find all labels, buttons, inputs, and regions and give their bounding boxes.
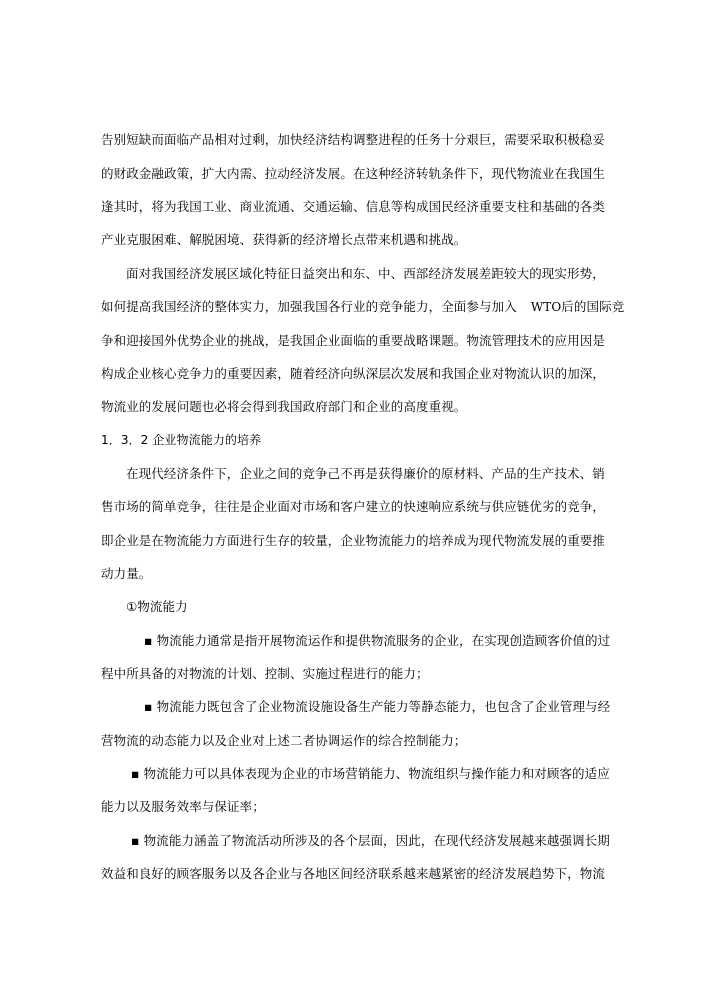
paragraph-3-line-1: 在现代经济条件下，企业之间的竞争己不再是获得廉价的原材料、产品的生产技术、销 [126, 466, 605, 481]
paragraph-1-line-1: 告别短缺而面临产品相对过剩，加快经济结构调整进程的任务十分艰巨，需要采取积极稳妥 [101, 132, 606, 147]
subheading-logistics-capability: ①物流能力 [126, 599, 188, 614]
paragraph-2-line-2 [101, 299, 624, 315]
bullet-1-line-2: 程中所具备的对物流的计划、控制、实施过程进行的能力； [101, 666, 429, 681]
paragraph-3-line-3: 即企业是在物流能力方面进行生存的较量，企业物流能力的培养成为现代物流发展的重要推 [101, 533, 606, 548]
paragraph-2-line-2-part-2: 后的国际竞 [561, 299, 625, 314]
paragraph-2-line-4: 构成企业核心竞争力的重要因素，随着经济向纵深层次发展和我国企业对物流认识的加深， [101, 366, 606, 381]
paragraph-2-line-2-part-1: 如何提高我国经济的整体实力，加强我国各行业的竞争能力，全面参与加入 [101, 299, 517, 314]
paragraph-1-line-4: 产业克服困难、解脱困境、获得新的经济增长点带来机遇和挑战。 [101, 232, 467, 247]
bullet-3-line-2: 能力以及服务效率与保证率； [101, 799, 265, 814]
paragraph-1-line-2: 的财政金融政策，扩大内需、拉动经济发展。在这种经济转轨条件下，现代物流业在我国生 [101, 166, 606, 181]
bullet-1-line-1: ▪ 物流能力通常是指开展物流运作和提供物流服务的企业，在实现创造顾客价值的过 [144, 633, 611, 648]
paragraph-1-line-3: 逢其时，将为我国工业、商业流通、交通运输、信息等构成国民经济重要支柱和基础的各类 [101, 199, 606, 214]
bullet-3-line-1: ▪ 物流能力可以具体表现为企业的市场营销能力、物流组织与操作能力和对顾客的适应 [131, 766, 610, 781]
bullet-2-line-1: ▪ 物流能力既包含了企业物流设施设备生产能力等静态能力，也包含了企业管理与经 [144, 699, 611, 714]
wto-text: WTO [530, 300, 562, 314]
paragraph-2-line-3: 争和迎接国外优势企业的挑战，是我国企业面临的重要战略课题。物流管理技术的应用因是 [101, 333, 606, 348]
bullet-2-line-2: 营物流的动态能力以及企业对上述二者协调运作的综合控制能力； [101, 733, 467, 748]
section-heading: 1．3．2 企业物流能力的培养 [101, 433, 262, 447]
paragraph-2-line-1: 面对我国经济发展区域化特征日益突出和东、中、西部经济发展差距较大的现实形势， [126, 266, 605, 281]
paragraph-3-line-4: 动力量。 [101, 566, 152, 581]
paragraph-3-line-2: 售市场的简单竞争，往往是企业面对市场和客户建立的快速响应系统与供应链优劣的竞争， [101, 499, 606, 514]
bullet-4-line-2: 效益和良好的顾客服务以及各企业与各地区间经济联系越来越紧密的经济发展趋势下，物流 [101, 866, 606, 881]
bullet-4-line-1: ▪ 物流能力涵盖了物流活动所涉及的各个层面，因此，在现代经济发展越来越强调长期 [131, 833, 610, 848]
paragraph-2-line-5: 物流业的发展问题也必将会得到我国政府部门和企业的高度重视。 [101, 399, 467, 414]
